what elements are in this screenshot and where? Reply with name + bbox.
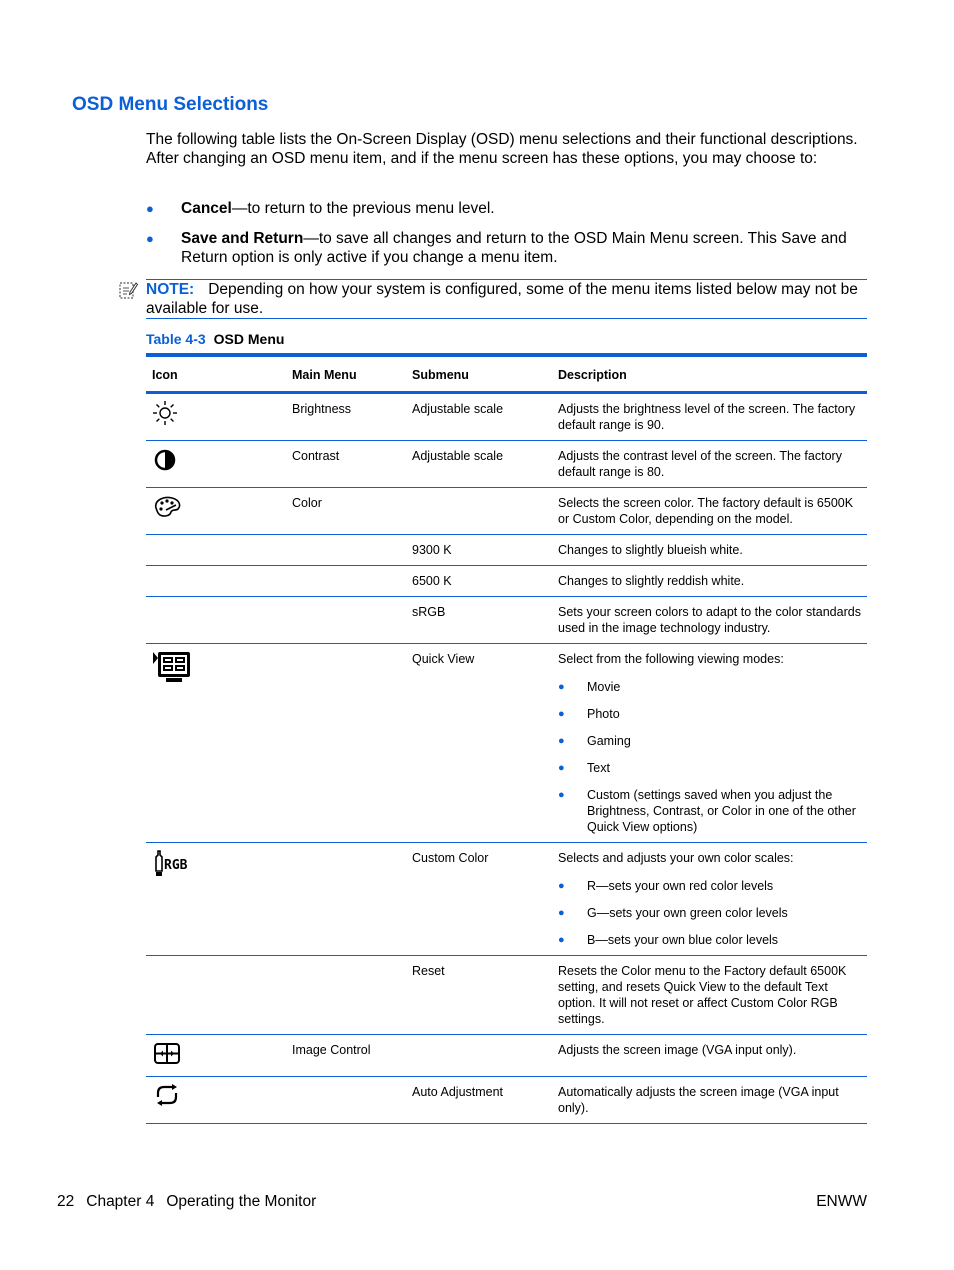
cell-submenu: Auto Adjustment	[406, 1077, 552, 1124]
note-label: NOTE:	[146, 281, 195, 298]
table-row	[146, 393, 867, 441]
list-item: ● Photo	[558, 707, 620, 721]
bullet-text: —to save all changes and return to the OSD Main Menu screen. This Save and Return option is only active if you change a menu item.	[181, 230, 847, 266]
cell-icon	[146, 566, 286, 597]
cell-submenu: Custom Color	[406, 843, 552, 956]
table-row	[146, 535, 867, 566]
cell-description: Sets your screen colors to adapt to the color standards used in the image technology industry.	[552, 597, 867, 644]
cell-icon	[146, 597, 286, 644]
page-footer-left	[57, 1193, 328, 1211]
cell-submenu: 6500 K	[406, 566, 552, 597]
section-title: OSD Menu Selections	[72, 94, 269, 115]
cell-submenu: Adjustable scale	[406, 393, 552, 441]
cell-main-menu: Image Control	[286, 1035, 406, 1077]
table-caption	[146, 331, 284, 347]
cell-description: Automatically adjusts the screen image (VGA input only).	[552, 1077, 867, 1124]
list-item: ● G—sets your own green color levels	[558, 906, 788, 920]
table-row	[146, 1077, 867, 1124]
osd-menu-table	[146, 353, 867, 1124]
cell-main-menu	[286, 1077, 406, 1124]
bullet-bold: Cancel	[181, 200, 232, 217]
image-control-icon	[152, 1041, 182, 1067]
cell-main-menu	[286, 597, 406, 644]
cell-main-menu: Brightness	[286, 393, 406, 441]
cell-submenu: 9300 K	[406, 535, 552, 566]
contrast-icon	[152, 447, 178, 473]
cell-submenu	[406, 1035, 552, 1077]
cell-main-menu	[286, 644, 406, 843]
cell-submenu: Quick View	[406, 644, 552, 843]
list-item: ● Gaming	[558, 734, 631, 748]
list-item: ● Custom (settings saved when you adjust the Brightness, Contrast, or Color in one of the other Quick View options)	[558, 788, 856, 834]
table-header-row	[146, 355, 867, 393]
note-text: Depending on how your system is configured, some of the menu items listed below may not be available for use.	[146, 281, 858, 317]
header-main-menu: Main Menu	[286, 355, 406, 393]
color-palette-icon	[152, 494, 182, 520]
custom-rgb-icon	[152, 849, 194, 879]
table-row	[146, 1035, 867, 1077]
cell-main-menu	[286, 956, 406, 1035]
note-box	[146, 279, 867, 319]
cell-icon	[146, 956, 286, 1035]
svg-text:RGB: RGB	[164, 858, 188, 873]
bullet-dot-icon: ●	[558, 735, 565, 747]
cell-description: Selects and adjusts your own color scales:	[558, 851, 794, 865]
cell-main-menu	[286, 566, 406, 597]
page-number: 22	[57, 1193, 75, 1210]
cell-description: Resets the Color menu to the Factory default 6500K setting, and resets Quick View to the default Text option. It will not reset or affect Custom Color RGB settings.	[552, 956, 867, 1035]
bullet-dot-icon: ●	[146, 201, 154, 216]
cell-submenu	[406, 488, 552, 535]
cell-main-menu: Color	[286, 488, 406, 535]
table-row	[146, 843, 867, 956]
chapter-label: Chapter 4	[86, 1193, 155, 1210]
cell-submenu: Reset	[406, 956, 552, 1035]
table-row	[146, 566, 867, 597]
note-icon	[118, 280, 138, 300]
cell-description: Adjusts the brightness level of the screen. The factory default range is 90.	[552, 393, 867, 441]
custom-color-list	[558, 878, 861, 948]
bullet-save-return	[146, 229, 868, 267]
table-row	[146, 597, 867, 644]
table-row	[146, 488, 867, 535]
cell-main-menu	[286, 535, 406, 566]
header-icon: Icon	[146, 355, 286, 393]
table-row	[146, 956, 867, 1035]
table-row	[146, 644, 867, 843]
bullet-dot-icon: ●	[558, 934, 565, 946]
cell-submenu: sRGB	[406, 597, 552, 644]
cell-description: Changes to slightly reddish white.	[552, 566, 867, 597]
cell-description: Adjusts the screen image (VGA input only).	[552, 1035, 867, 1077]
chapter-title: Operating the Monitor	[166, 1193, 317, 1210]
list-item: ● R—sets your own red color levels	[558, 879, 774, 893]
intro-paragraph: The following table lists the On-Screen Display (OSD) menu selections and their functional descriptions. After changing an OSD menu item, and if the menu screen has these options, you may choose to:	[146, 131, 858, 167]
cell-main-menu: Contrast	[286, 441, 406, 488]
table-row	[146, 441, 867, 488]
bullet-dot-icon: ●	[558, 907, 565, 919]
auto-adjustment-icon	[152, 1083, 182, 1109]
list-item: ● Movie	[558, 680, 621, 694]
bullet-dot-icon: ●	[558, 681, 565, 693]
cell-submenu: Adjustable scale	[406, 441, 552, 488]
bullet-dot-icon: ●	[558, 708, 565, 720]
list-item: ● B—sets your own blue color levels	[558, 933, 779, 947]
bullet-dot-icon: ●	[558, 789, 565, 801]
cell-description: Select from the following viewing modes:	[558, 652, 784, 666]
table-caption-number: Table 4-3	[146, 331, 206, 347]
cell-icon	[146, 535, 286, 566]
header-description: Description	[552, 355, 867, 393]
cell-description: Changes to slightly blueish white.	[552, 535, 867, 566]
header-submenu: Submenu	[406, 355, 552, 393]
bullet-dot-icon: ●	[146, 231, 154, 246]
list-item: ● Text	[558, 761, 610, 775]
brightness-icon	[152, 400, 178, 426]
bullet-bold: Save and Return	[181, 230, 304, 247]
bullet-dot-icon: ●	[558, 762, 565, 774]
page-footer-right: ENWW	[816, 1193, 867, 1210]
quick-view-mode-list	[558, 679, 861, 835]
bullet-cancel	[146, 199, 868, 218]
cell-description: Adjusts the contrast level of the screen. The factory default range is 80.	[552, 441, 867, 488]
cell-description: Selects the screen color. The factory default is 6500K or Custom Color, depending on the model.	[552, 488, 867, 535]
bullet-text: —to return to the previous menu level.	[231, 200, 495, 217]
bullet-dot-icon: ●	[558, 880, 565, 892]
table-caption-title: OSD Menu	[213, 331, 285, 347]
cell-main-menu	[286, 843, 406, 956]
quick-view-icon	[152, 650, 192, 684]
